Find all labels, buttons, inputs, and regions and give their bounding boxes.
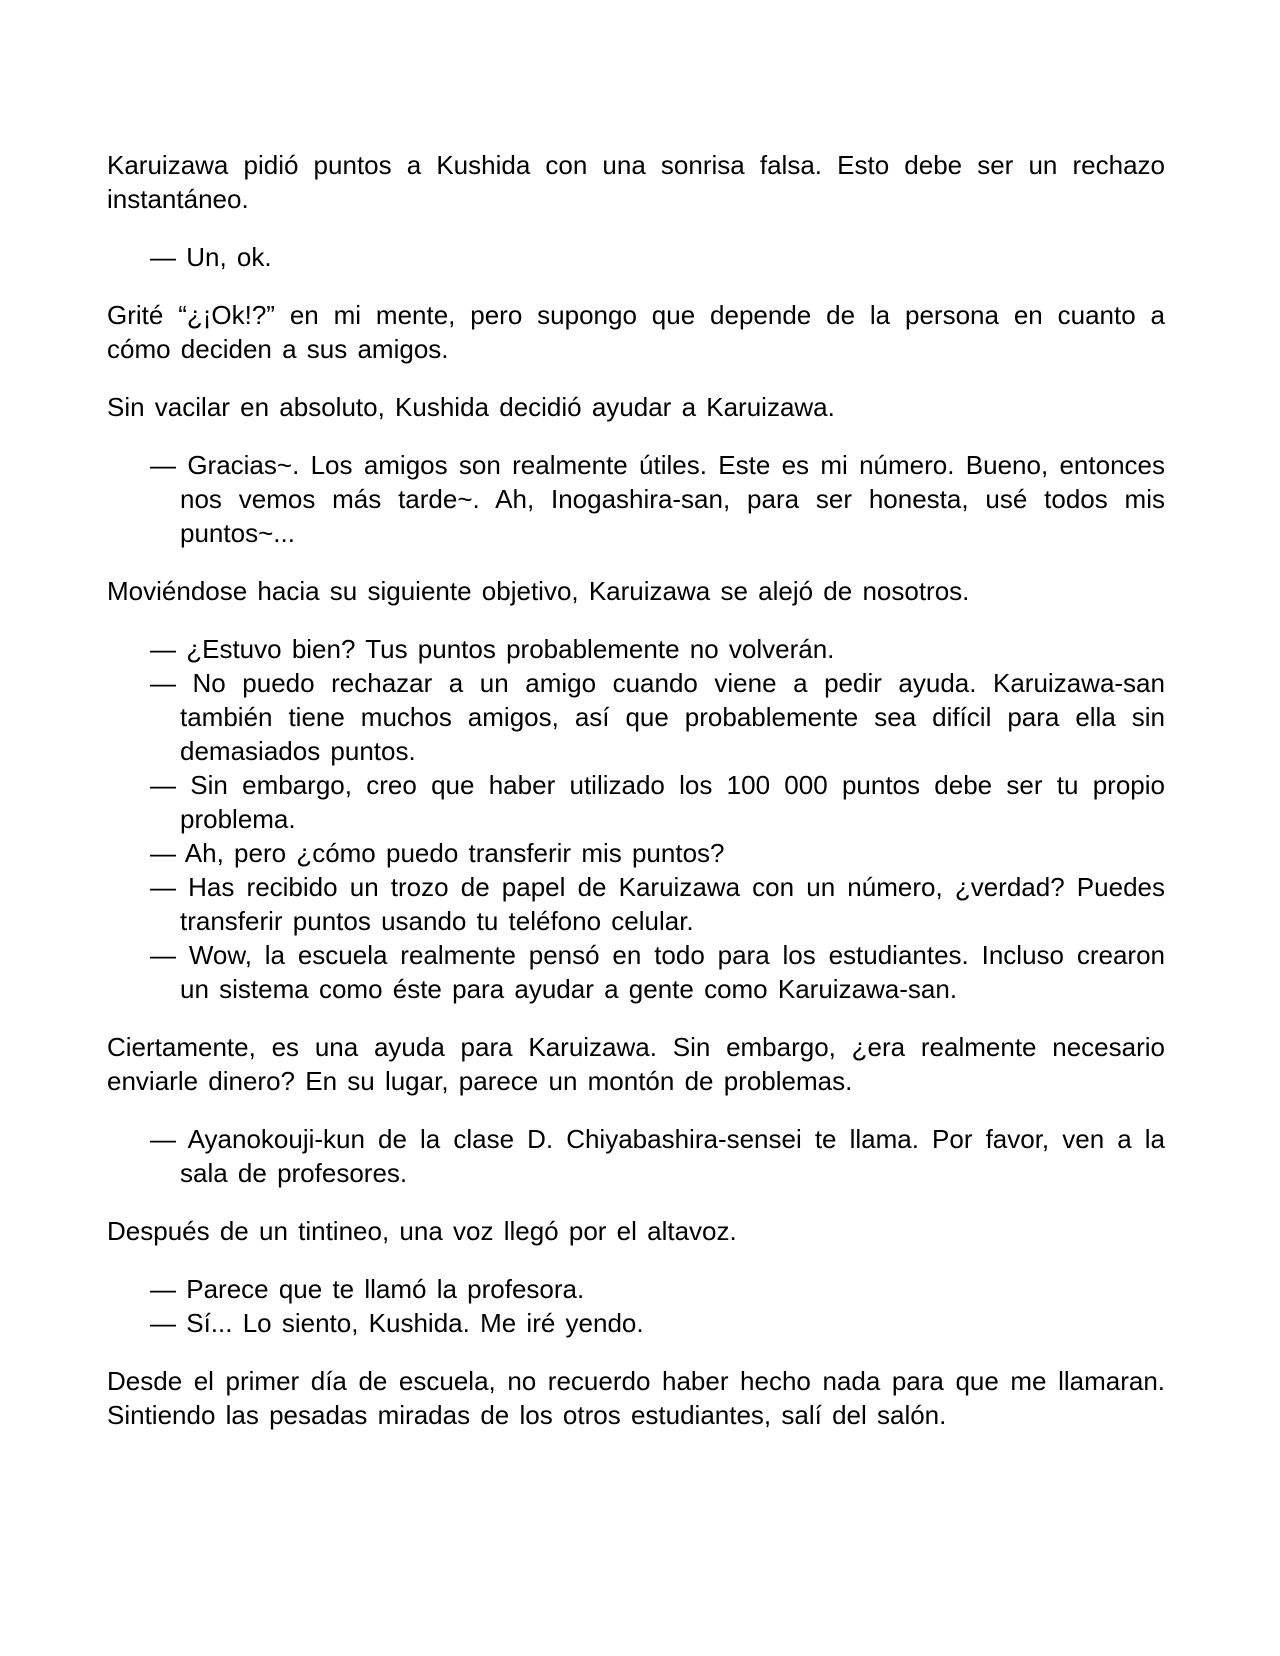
- dialogue-dash: —: [150, 634, 176, 664]
- dialogue-dash: —: [150, 872, 176, 902]
- dialogue-line: [107, 870, 1165, 938]
- dialogue-text: No puedo rechazar a un amigo cuando viene a pedir ayuda. Karuizawa-san también tiene muchos amigos, así que probablemente sea difícil para ella sin demasiados puntos.: [180, 668, 1165, 766]
- dialogue-text: Wow, la escuela realmente pensó en todo para los estudiantes. Incluso crearon un sistema como éste para ayudar a gente como Karuizawa-san.: [180, 940, 1165, 1004]
- narration-paragraph: Grité “¿¡Ok!?” en mi mente, pero supongo que depende de la persona en cuanto a cómo deciden a sus amigos.: [107, 300, 1165, 364]
- dialogue-text: Sí... Lo siento, Kushida. Me iré yendo.: [186, 1308, 644, 1338]
- dialogue-block: [107, 632, 1165, 1006]
- dialogue-block: [107, 1122, 1165, 1190]
- dialogue-dash: —: [150, 1308, 176, 1338]
- dialogue-dash: —: [150, 668, 176, 698]
- dialogue-dash: —: [150, 770, 176, 800]
- dialogue-block: [107, 240, 1165, 274]
- dialogue-line: [107, 836, 1165, 870]
- dialogue-line: [107, 768, 1165, 836]
- dialogue-text: Parece que te llamó la profesora.: [186, 1274, 585, 1304]
- dialogue-text: Has recibido un trozo de papel de Karuizawa con un número, ¿verdad? Puedes transferir puntos usando tu teléfono celular.: [180, 872, 1165, 936]
- dialogue-dash: —: [150, 1274, 176, 1304]
- dialogue-block: [107, 448, 1165, 550]
- dialogue-line: [107, 938, 1165, 1006]
- dialogue-dash: —: [150, 940, 176, 970]
- dialogue-text: Un, ok.: [186, 242, 272, 272]
- narration-paragraph: Sin vacilar en absoluto, Kushida decidió ayudar a Karuizawa.: [107, 392, 835, 422]
- dialogue-dash: —: [150, 838, 176, 868]
- dialogue-text: Gracias~. Los amigos son realmente útiles. Este es mi número. Bueno, entonces nos vemos más tarde~. Ah, Inogashira-san, para ser honesta, usé todos mis puntos~...: [180, 450, 1165, 548]
- dialogue-text: Ayanokouji-kun de la clase D. Chiyabashira-sensei te llama. Por favor, ven a la sala de profesores.: [180, 1124, 1166, 1188]
- dialogue-line: [107, 240, 1165, 274]
- dialogue-line: [107, 448, 1165, 550]
- dialogue-line: [107, 666, 1165, 768]
- dialogue-text: Ah, pero ¿cómo puedo transferir mis puntos?: [184, 838, 725, 868]
- dialogue-line: [107, 632, 1165, 666]
- dialogue-dash: —: [150, 450, 176, 480]
- text-column: [107, 148, 1165, 1432]
- dialogue-dash: —: [150, 242, 176, 272]
- dialogue-text: ¿Estuvo bien? Tus puntos probablemente no volverán.: [186, 634, 835, 664]
- narration-paragraph: Después de un tintineo, una voz llegó por el altavoz.: [107, 1216, 737, 1246]
- narration-paragraph: Karuizawa pidió puntos a Kushida con una sonrisa falsa. Esto debe ser un rechazo instantáneo.: [107, 150, 1165, 214]
- dialogue-dash: —: [150, 1124, 176, 1154]
- narration-paragraph: Moviéndose hacia su siguiente objetivo, Karuizawa se alejó de nosotros.: [107, 576, 970, 606]
- dialogue-block: [107, 1272, 1165, 1340]
- narration-paragraph: Desde el primer día de escuela, no recuerdo haber hecho nada para que me llamaran. Sintiendo las pesadas miradas de los otros estudiantes, salí del salón.: [107, 1366, 1165, 1430]
- dialogue-line: [107, 1272, 1165, 1306]
- dialogue-line: [107, 1306, 1165, 1340]
- narration-paragraph: Ciertamente, es una ayuda para Karuizawa. Sin embargo, ¿era realmente necesario enviarle dinero? En su lugar, parece un montón de problemas.: [107, 1032, 1165, 1096]
- dialogue-line: [107, 1122, 1165, 1190]
- dialogue-text: Sin embargo, creo que haber utilizado los 100 000 puntos debe ser tu propio problema.: [180, 770, 1165, 834]
